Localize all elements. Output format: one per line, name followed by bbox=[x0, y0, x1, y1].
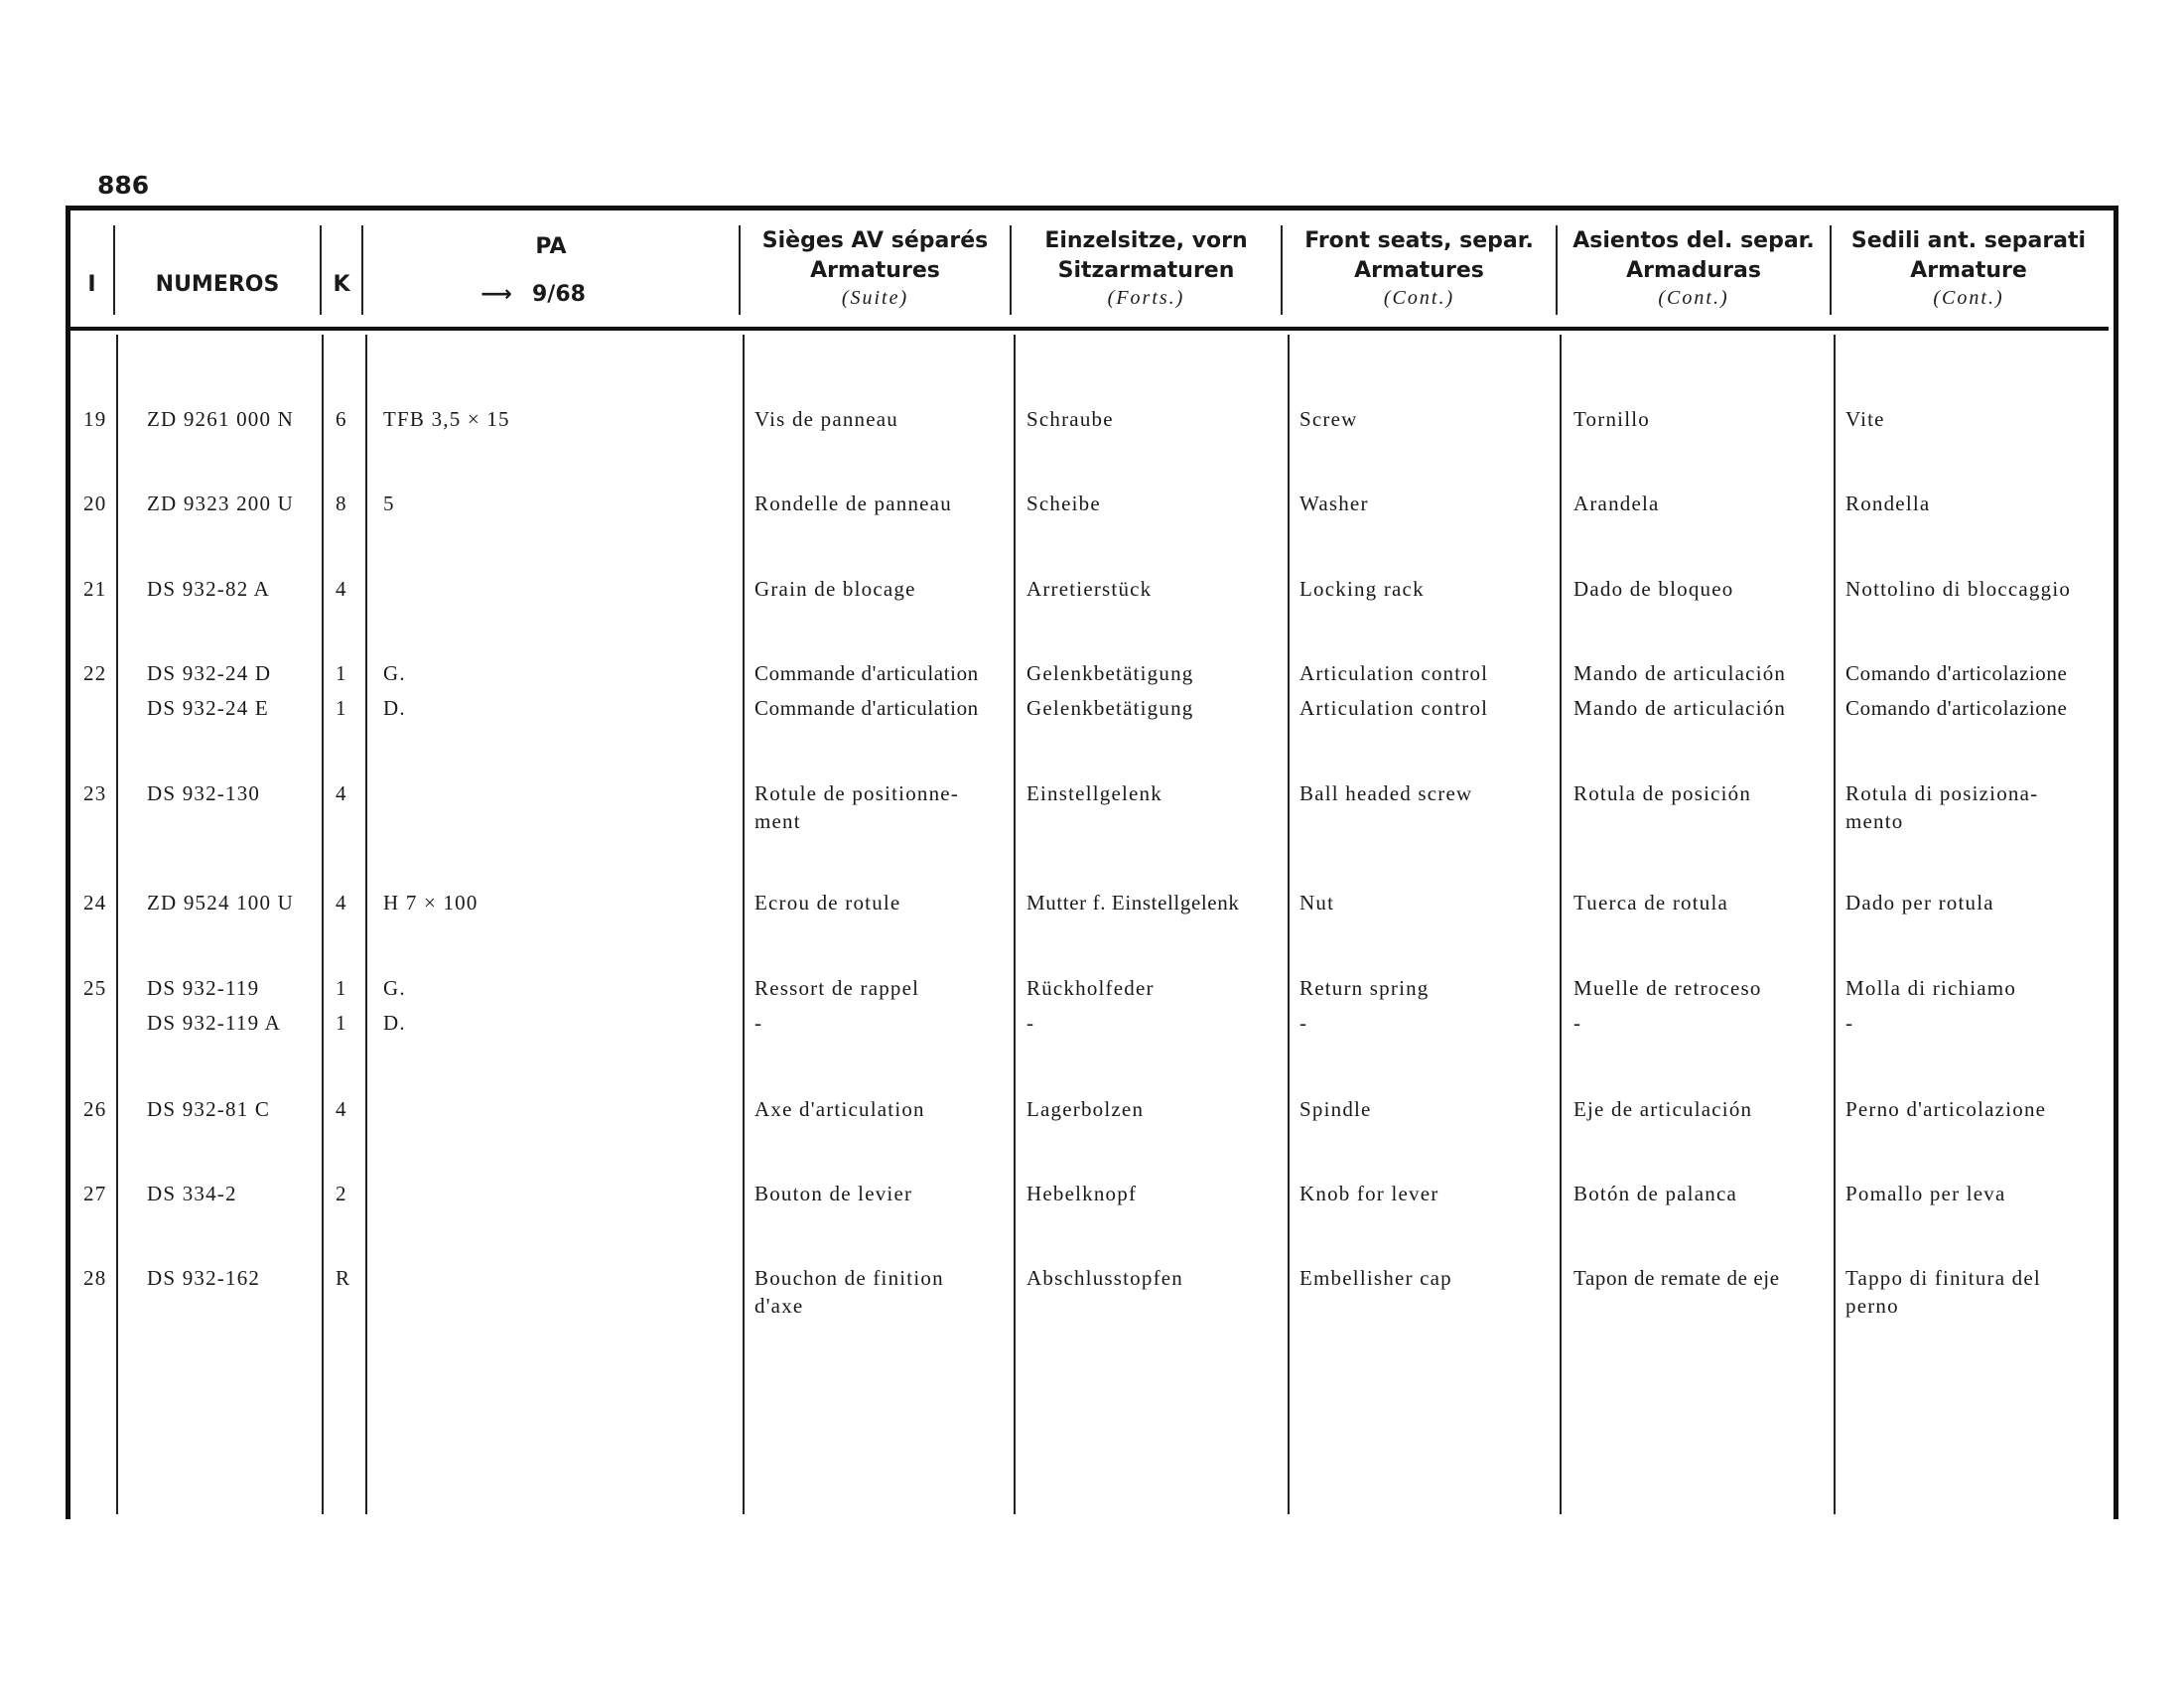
desc-fr: Rotule de positionne-ment bbox=[754, 781, 960, 833]
desc-es: Tornillo bbox=[1573, 407, 1650, 431]
desc-de: Gelenkbetätigung bbox=[1026, 661, 1194, 685]
desc-es: Arandela bbox=[1573, 492, 1660, 515]
desc-de: Gelenkbetätigung bbox=[1026, 696, 1194, 720]
row-index: 24 bbox=[83, 891, 107, 914]
header-de-sub: (Forts.) bbox=[1107, 287, 1185, 309]
desc-es: Eje de articulación bbox=[1573, 1097, 1753, 1121]
header-numeros: NUMEROS bbox=[155, 272, 280, 297]
pa-spec: H 7 × 100 bbox=[383, 891, 478, 914]
row-index: 23 bbox=[83, 781, 107, 805]
header-es-line2: Armaduras bbox=[1626, 258, 1761, 283]
pa-spec: G. bbox=[383, 976, 406, 1000]
part-number: DS 932-119 bbox=[147, 976, 260, 1000]
desc-es: Mando de articulación bbox=[1573, 661, 1787, 685]
desc-de: Scheibe bbox=[1026, 492, 1101, 515]
header-i: I bbox=[87, 272, 96, 297]
desc-es: Dado de bloqueo bbox=[1573, 577, 1734, 601]
row-index: 27 bbox=[83, 1182, 107, 1205]
desc-it: Rondella bbox=[1845, 492, 1931, 515]
pa-title: PA bbox=[535, 234, 567, 259]
desc-en: Locking rack bbox=[1299, 577, 1425, 601]
desc-it: Pomallo per leva bbox=[1845, 1182, 2006, 1205]
pa-spec: D. bbox=[383, 1011, 406, 1035]
quantity: 6 bbox=[336, 407, 347, 431]
pa-spec: G. bbox=[383, 661, 406, 685]
header-fr bbox=[741, 226, 1010, 310]
row-index: 25 bbox=[83, 976, 107, 1000]
part-number: ZD 9524 100 U bbox=[147, 891, 295, 914]
quantity: 2 bbox=[336, 1182, 347, 1205]
header-it-line2: Armature bbox=[1910, 258, 2027, 283]
header-en bbox=[1283, 226, 1556, 310]
header-en-line2: Armatures bbox=[1354, 258, 1484, 283]
desc-en: Knob for lever bbox=[1299, 1182, 1439, 1205]
row-index: 21 bbox=[83, 577, 107, 601]
header-de bbox=[1012, 226, 1281, 310]
desc-fr: Axe d'articulation bbox=[754, 1097, 925, 1121]
page-number: 886 bbox=[97, 171, 150, 200]
desc-es: Tapon de remate de eje bbox=[1573, 1266, 1780, 1290]
desc-it: Perno d'articolazione bbox=[1845, 1097, 2047, 1121]
desc-it: - bbox=[1845, 1011, 1854, 1035]
desc-fr: - bbox=[754, 1011, 763, 1035]
desc-fr: Vis de panneau bbox=[754, 407, 898, 431]
part-number: DS 932-119 A bbox=[147, 1011, 281, 1035]
desc-de: Arretierstück bbox=[1026, 577, 1153, 601]
col-divider bbox=[1834, 335, 1836, 1514]
desc-it: Tappo di finitura del perno bbox=[1845, 1266, 2041, 1318]
desc-en: Articulation control bbox=[1299, 661, 1489, 685]
desc-fr: Commande d'articulation bbox=[754, 696, 979, 720]
desc-it: Comando d'articolazione bbox=[1845, 696, 2068, 720]
col-divider bbox=[116, 335, 118, 1514]
pa-spec: 5 bbox=[383, 492, 395, 515]
header-rule bbox=[69, 327, 2109, 331]
desc-it: Dado per rotula bbox=[1845, 891, 1994, 914]
col-divider bbox=[1288, 335, 1290, 1514]
col-divider bbox=[365, 335, 367, 1514]
quantity: 4 bbox=[336, 1097, 347, 1121]
header-es-sub: (Cont.) bbox=[1658, 287, 1729, 309]
part-number: DS 932-24 E bbox=[147, 696, 269, 720]
part-number: DS 932-81 C bbox=[147, 1097, 271, 1121]
quantity: 4 bbox=[336, 577, 347, 601]
row-index: 19 bbox=[83, 407, 107, 431]
row-index: 20 bbox=[83, 492, 107, 515]
quantity: 1 bbox=[336, 696, 347, 720]
header-fr-line2: Armatures bbox=[810, 258, 940, 283]
quantity: 4 bbox=[336, 781, 347, 805]
desc-es: Mando de articulación bbox=[1573, 696, 1787, 720]
quantity: 1 bbox=[336, 1011, 347, 1035]
header-fr-sub: (Suite) bbox=[841, 287, 909, 309]
desc-it: Vite bbox=[1845, 407, 1885, 431]
desc-en: Articulation control bbox=[1299, 696, 1489, 720]
arrow-right-icon: ⟶ bbox=[480, 282, 512, 307]
col-divider bbox=[1014, 335, 1016, 1514]
desc-de: Hebelknopf bbox=[1026, 1182, 1138, 1205]
header-de-line2: Sitzarmaturen bbox=[1057, 258, 1235, 283]
col-divider bbox=[743, 335, 745, 1514]
desc-es: Tuerca de rotula bbox=[1573, 891, 1729, 914]
quantity: 1 bbox=[336, 661, 347, 685]
row-index: 26 bbox=[83, 1097, 107, 1121]
header-it-sub: (Cont.) bbox=[1933, 287, 2004, 309]
desc-es: Rotula de posición bbox=[1573, 781, 1752, 805]
part-number: ZD 9261 000 N bbox=[147, 407, 295, 431]
quantity: R bbox=[336, 1266, 351, 1290]
desc-fr: Bouchon de finition d'axe bbox=[754, 1266, 944, 1318]
desc-en: Embellisher cap bbox=[1299, 1266, 1452, 1290]
desc-de: Abschlusstopfen bbox=[1026, 1266, 1183, 1290]
desc-de: - bbox=[1026, 1011, 1035, 1035]
desc-en: Return spring bbox=[1299, 976, 1430, 1000]
desc-en: Ball headed screw bbox=[1299, 781, 1473, 805]
desc-de: Mutter f. Einstellgelenk bbox=[1026, 891, 1240, 914]
desc-de: Rückholfeder bbox=[1026, 976, 1155, 1000]
table-frame bbox=[66, 206, 2118, 1519]
col-divider bbox=[1560, 335, 1562, 1514]
desc-de: Einstellgelenk bbox=[1026, 781, 1162, 805]
desc-en: - bbox=[1299, 1011, 1308, 1035]
header-de-line1: Einzelsitze, vorn bbox=[1044, 228, 1248, 253]
desc-fr: Grain de blocage bbox=[754, 577, 916, 601]
desc-it: Nottolino di bloccaggio bbox=[1845, 577, 2072, 601]
part-number: DS 932-162 bbox=[147, 1266, 261, 1290]
quantity: 8 bbox=[336, 492, 347, 515]
row-index: 28 bbox=[83, 1266, 107, 1290]
desc-es: - bbox=[1573, 1011, 1582, 1035]
header-it-line1: Sedili ant. separati bbox=[1850, 228, 2087, 253]
header-es-line1: Asientos del. separ. bbox=[1572, 228, 1815, 253]
desc-de: Schraube bbox=[1026, 407, 1114, 431]
desc-en: Spindle bbox=[1299, 1097, 1372, 1121]
header-fr-line1: Sièges AV séparés bbox=[761, 228, 989, 253]
desc-fr: Bouton de levier bbox=[754, 1182, 913, 1205]
part-number: DS 932-24 D bbox=[147, 661, 272, 685]
header-it bbox=[1832, 226, 2106, 310]
desc-es: Muelle de retroceso bbox=[1573, 976, 1762, 1000]
header-en-sub: (Cont.) bbox=[1383, 287, 1455, 309]
col-divider bbox=[322, 335, 324, 1514]
desc-it: Comando d'articolazione bbox=[1845, 661, 2068, 685]
desc-it: Rotula di posiziona-mento bbox=[1845, 781, 2039, 833]
desc-it: Molla di richiamo bbox=[1845, 976, 2017, 1000]
desc-en: Washer bbox=[1299, 492, 1369, 515]
row-index: 22 bbox=[83, 661, 107, 685]
quantity: 4 bbox=[336, 891, 347, 914]
desc-fr: Ressort de rappel bbox=[754, 976, 920, 1000]
desc-en: Screw bbox=[1299, 407, 1358, 431]
part-number: DS 932-82 A bbox=[147, 577, 271, 601]
header-k: K bbox=[333, 272, 350, 297]
part-number: ZD 9323 200 U bbox=[147, 492, 295, 515]
desc-fr: Rondelle de panneau bbox=[754, 492, 952, 515]
desc-fr: Ecrou de rotule bbox=[754, 891, 901, 914]
quantity: 1 bbox=[336, 976, 347, 1000]
header-en-line1: Front seats, separ. bbox=[1304, 228, 1534, 253]
part-number: DS 334-2 bbox=[147, 1182, 237, 1205]
desc-es: Botón de palanca bbox=[1573, 1182, 1737, 1205]
desc-en: Nut bbox=[1299, 891, 1335, 914]
pa-spec: TFB 3,5 × 15 bbox=[383, 407, 510, 431]
pa-spec: D. bbox=[383, 696, 406, 720]
desc-de: Lagerbolzen bbox=[1026, 1097, 1145, 1121]
part-number: DS 932-130 bbox=[147, 781, 261, 805]
header-es bbox=[1558, 226, 1830, 310]
pa-date: 9/68 bbox=[532, 282, 586, 307]
desc-fr: Commande d'articulation bbox=[754, 661, 979, 685]
